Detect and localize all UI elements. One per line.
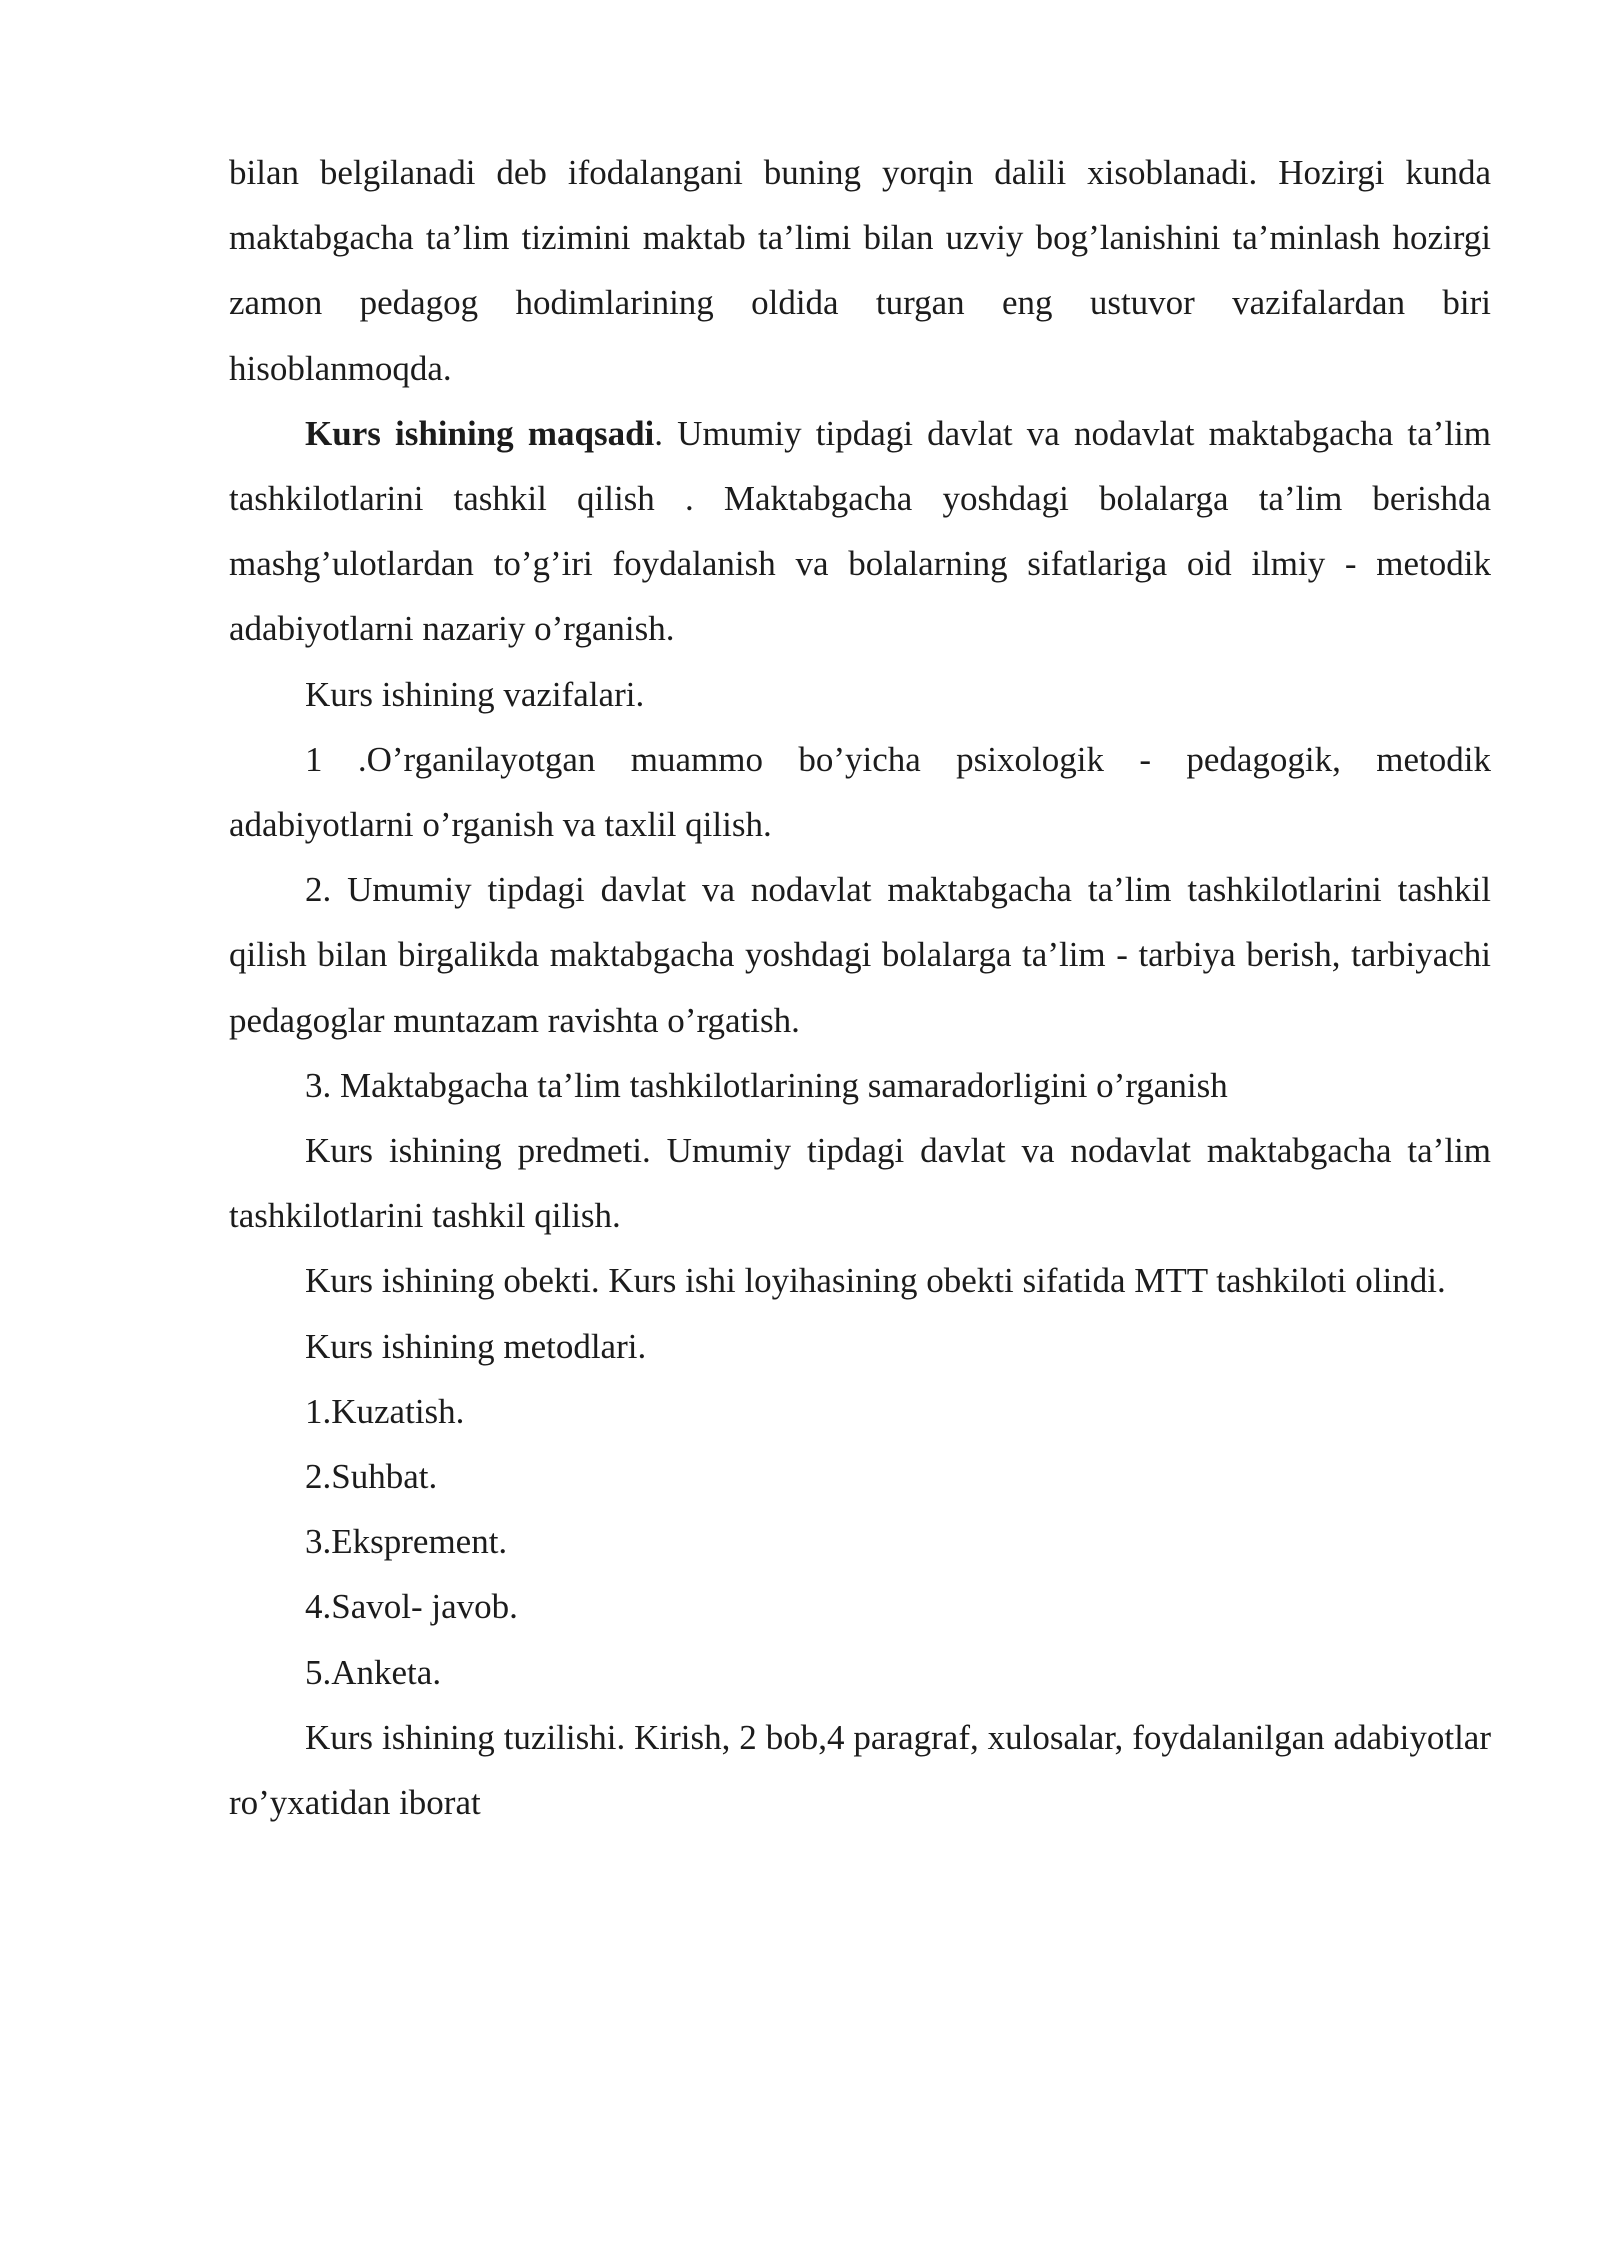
paragraph-structure: Kurs ishining tuzilishi. Kirish, 2 bob,4 paragraf, xulosalar, foydalanilgan adabiyotlar ro’yxatidan iborat <box>229 1717 1491 1823</box>
method-item-1: 1.Kuzatish. <box>305 1391 465 1431</box>
method-item-2: 2.Suhbat. <box>305 1457 438 1497</box>
paragraph-object: Kurs ishining obekti. Kurs ishi loyihasining obekti sifatida MTT tashkiloti olindi. <box>305 1261 1446 1301</box>
paragraph-task-1: 1 .O’rganilayotgan muammo bo’yicha psixologik - pedagogik, metodik adabiyotlarni o’rganish va taxlil qilish. <box>229 739 1491 845</box>
method-item-5: 5.Anketa. <box>305 1652 442 1692</box>
paragraph-subject: Kurs ishining predmeti. Umumiy tipdagi davlat va nodavlat maktabgacha ta’lim tashkilotlarini tashkil qilish. <box>229 1131 1491 1236</box>
document-page <box>229 140 1491 1835</box>
paragraph-task-2: 2. Umumiy tipdagi davlat va nodavlat maktabgacha ta’lim tashkilotlarini tashkil qilish bilan birgalikda maktabgacha yoshdagi bolalarga ta’lim - tarbiya berish, tarbiyachi pedagoglar muntazam ravishta o’rgatish. <box>229 870 1491 1040</box>
paragraph-goal <box>229 401 1491 662</box>
goal-heading: Kurs ishining maqsadi <box>305 413 655 453</box>
paragraph-tasks-heading: Kurs ishining vazifalari. <box>305 674 645 714</box>
paragraph-task-3: 3. Maktabgacha ta’lim tashkilotlarining samaradorligini o’rganish <box>305 1065 1228 1105</box>
method-item-3: 3.Ekspremеnt. <box>305 1522 508 1562</box>
method-item-4: 4.Savol- javob. <box>305 1587 518 1627</box>
paragraph-methods-heading: Kurs ishining metodlari. <box>305 1326 647 1366</box>
goal-text: . Umumiy tipdagi davlat va nodavlat maktabgacha ta’lim tashkilotlarini tashkil qilish . Maktabgacha yoshdagi bolalarga ta’lim berishda mashg’ulotlardan to’g’iri foydalanish va bolalarning sifatlariga oid ilmiy - metodik adabiyotlarni nazariy o’rganish. <box>229 413 1491 649</box>
paragraph-intro: bilan belgilanadi deb ifodalangani buning yorqin dalili xisoblanadi. Hozirgi kunda maktabgacha ta’lim tizimini maktab ta’limi bilan uzviy bog’lanishini ta’minlash hozirgi zamon pedagog hodimlarining oldida turgan eng ustuvor vazifalardan biri hisoblanmoqda. <box>229 153 1491 388</box>
